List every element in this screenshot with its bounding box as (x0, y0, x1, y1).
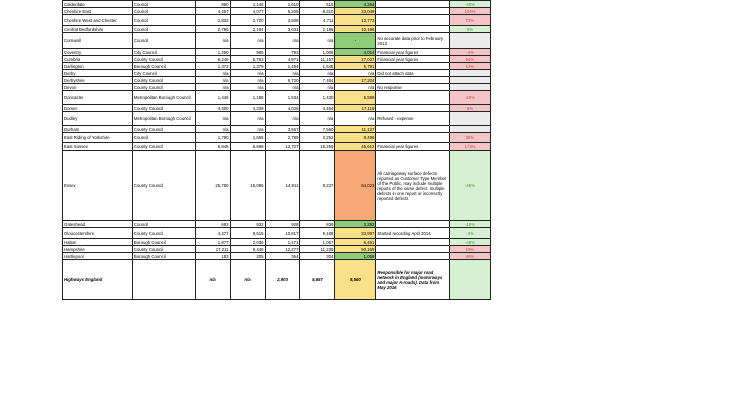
table-row (63, 8, 491, 15)
authority-cell: Essex (63, 151, 133, 221)
table-row (63, 239, 491, 246)
change-cell: 94% (449, 56, 490, 63)
authority-cell: Darlington (63, 63, 133, 70)
year4-cell: 1,067 (300, 239, 335, 246)
total-cell: 17,119 (335, 105, 376, 112)
table-row (63, 246, 491, 253)
notes-cell: Started recording April 2014 (376, 228, 450, 239)
year4-cell: 5,657 (300, 260, 335, 300)
year4-cell: 1,430 (300, 91, 335, 105)
year2-cell: 205 (230, 253, 265, 260)
year2-cell: 2,720 (230, 15, 265, 26)
year1-cell: 1,877 (195, 239, 230, 246)
year2-cell: 932 (230, 221, 265, 228)
year2-cell: 2,036 (230, 239, 265, 246)
year3-cell: 3,567 (265, 126, 300, 133)
change-cell: -20% (449, 91, 490, 105)
change-cell (449, 84, 490, 91)
table-row (63, 228, 491, 239)
authority-cell: East Sussex (63, 143, 133, 151)
authority-cell: Hampshire (63, 246, 133, 253)
year2-cell: n/a (230, 126, 265, 133)
table-row (63, 26, 491, 33)
authority-cell: Highways England (63, 260, 133, 300)
year1-cell: n/a (195, 112, 230, 126)
year2-cell: 965 (230, 49, 265, 56)
year2-cell: 9,446 (230, 246, 265, 253)
authority-cell: Dudley (63, 112, 133, 126)
year3-cell: 6,205 (265, 8, 300, 15)
authority-cell: East Riding of Yorkshire (63, 133, 133, 143)
table-row (63, 70, 491, 77)
year1-cell: n/a (195, 33, 230, 49)
year4-cell: 11,235 (300, 246, 335, 253)
year3-cell: 1,494 (265, 63, 300, 70)
table-row (63, 253, 491, 260)
notes-cell: Did not attach data (376, 70, 450, 77)
authority-cell: Calderdale (63, 1, 133, 8)
year3-cell: 928 (265, 221, 300, 228)
table-row (63, 126, 491, 133)
year2-cell: 1,379 (230, 63, 265, 70)
notes-cell (376, 126, 450, 133)
table-row (63, 1, 491, 8)
year2-cell: 8,515 (230, 228, 265, 239)
notes-cell (376, 26, 450, 33)
year4-cell: 1,545 (300, 63, 335, 70)
type-cell: Council (132, 8, 195, 15)
total-cell: 8,560 (335, 260, 376, 300)
year1-cell: 4,467 (195, 8, 230, 15)
total-cell: - (335, 33, 376, 49)
year2-cell: 2,194 (230, 26, 265, 33)
year3-cell: 1,610 (265, 1, 300, 8)
type-cell: County Council (132, 143, 195, 151)
notes-cell (376, 63, 450, 70)
type-cell: County Council (132, 56, 195, 63)
year4-cell: n/a (300, 84, 335, 91)
year1-cell: n/a (195, 77, 230, 84)
year3-cell: 10,817 (265, 228, 300, 239)
notes-cell: Financial year figures (376, 49, 450, 56)
authority-cell: Cheshire East (63, 8, 133, 15)
year3-cell: n/a (265, 112, 300, 126)
notes-cell (376, 91, 450, 105)
change-cell: -48% (449, 239, 490, 246)
change-cell: 12% (449, 63, 490, 70)
table-row (63, 56, 491, 63)
total-cell: 10,196 (335, 26, 376, 33)
table-row (63, 15, 491, 26)
year3-cell: 4,871 (265, 56, 300, 63)
year1-cell: 4,477 (195, 228, 230, 239)
year3-cell: 364 (265, 253, 300, 260)
notes-cell: No accurate data prior to February 2013 (376, 33, 450, 49)
total-cell: 3,392 (335, 221, 376, 228)
notes-cell (376, 239, 450, 246)
change-cell: 5% (449, 105, 490, 112)
type-cell (132, 260, 195, 300)
notes-cell (376, 253, 450, 260)
notes-cell: Refused - expense (376, 112, 450, 126)
notes-cell (376, 77, 450, 84)
year1-cell: 1,250 (195, 49, 230, 56)
change-cell: 46% (449, 253, 490, 260)
year3-cell: 4,026 (265, 105, 300, 112)
year2-cell: 5,763 (230, 56, 265, 63)
change-cell (449, 126, 490, 133)
year3-cell: 9,720 (265, 77, 300, 84)
year3-cell: 3,508 (265, 15, 300, 26)
total-cell: 4,014 (335, 49, 376, 56)
type-cell: County Council (132, 246, 195, 253)
table-row (63, 112, 491, 126)
year2-cell: 4,239 (230, 105, 265, 112)
authority-cell: Coventry (63, 49, 133, 56)
authority-cell: Hartlepool (63, 253, 133, 260)
year2-cell: 1,146 (230, 1, 265, 8)
year4-cell: 304 (300, 253, 335, 260)
authority-cell: Doncaster (63, 91, 133, 105)
year2-cell: 1,186 (230, 91, 265, 105)
year4-cell: 2,252 (300, 133, 335, 143)
type-cell: Council (132, 1, 195, 8)
table-row (63, 63, 491, 70)
total-cell: 23,049 (335, 8, 376, 15)
total-cell: n/a (335, 112, 376, 126)
notes-cell: Financial year figures (376, 143, 450, 151)
change-cell: -3% (449, 228, 490, 239)
total-cell: 6,451 (335, 239, 376, 246)
change-cell: 104% (449, 8, 490, 15)
type-cell: Metropolitan Borough Council (132, 91, 195, 105)
potholes-table (62, 0, 491, 300)
type-cell: Council (132, 221, 195, 228)
total-cell: 45,612 (335, 143, 376, 151)
change-cell (449, 70, 490, 77)
year4-cell: 7,560 (300, 126, 335, 133)
authority-cell: Cumbria (63, 56, 133, 63)
total-cell: 27,037 (335, 56, 376, 63)
type-cell: Metropolitan Borough Council (132, 112, 195, 126)
year4-cell: 839 (300, 221, 335, 228)
authority-cell: Derbyshire (63, 77, 133, 84)
authority-cell: Devon (63, 84, 133, 91)
year1-cell: 5,246 (195, 56, 230, 63)
year4-cell: n/a (300, 70, 335, 77)
type-cell: Borough Council (132, 253, 195, 260)
total-cell: 17,204 (335, 77, 376, 84)
authority-cell: Cornwall (63, 33, 133, 49)
year1-cell: n/a (195, 260, 230, 300)
year4-cell: 615 (300, 1, 335, 8)
year1-cell: 1,790 (195, 133, 230, 143)
type-cell: County Council (132, 105, 195, 112)
change-cell: -10% (449, 221, 490, 228)
type-cell: Council (132, 15, 195, 26)
change-cell: 73% (449, 15, 490, 26)
type-cell: Council (132, 26, 195, 33)
year3-cell: n/a (265, 70, 300, 77)
total-cell: n/a (335, 70, 376, 77)
table-row (63, 221, 491, 228)
table-row (63, 133, 491, 143)
year2-cell: 4,077 (230, 8, 265, 15)
authority-cell: Durham (63, 126, 133, 133)
year1-cell: 693 (195, 221, 230, 228)
change-cell (449, 112, 490, 126)
year4-cell: 4,454 (300, 105, 335, 112)
total-cell: 64,023 (335, 151, 376, 221)
year1-cell: 1,446 (195, 91, 230, 105)
year2-cell: n/a (230, 70, 265, 77)
year3-cell: 12,277 (265, 246, 300, 253)
year4-cell: 8,310 (300, 8, 335, 15)
table-row (63, 143, 491, 151)
year4-cell: 11,157 (300, 56, 335, 63)
change-cell: -4% (449, 49, 490, 56)
total-cell: 11,127 (335, 126, 376, 133)
year3-cell: 1,534 (265, 91, 300, 105)
change-cell: -45% (449, 151, 490, 221)
authority-cell: Gloucestershire (63, 228, 133, 239)
total-cell: 1,056 (335, 253, 376, 260)
authority-cell: Dorset (63, 105, 133, 112)
year3-cell: n/a (265, 84, 300, 91)
year4-cell: 7,484 (300, 77, 335, 84)
year4-cell: 8,237 (300, 151, 335, 221)
change-cell (449, 77, 490, 84)
year3-cell: 14,911 (265, 151, 300, 221)
notes-cell (376, 221, 450, 228)
table-body (63, 1, 491, 300)
year3-cell: 2,903 (265, 260, 300, 300)
authority-cell: Halton (63, 239, 133, 246)
notes-cell (376, 105, 450, 112)
notes-cell (376, 246, 450, 253)
authority-cell: Derby (63, 70, 133, 77)
type-cell: Council (132, 133, 195, 143)
change-cell: 35% (449, 133, 490, 143)
type-cell: County Council (132, 84, 195, 91)
notes-cell (376, 133, 450, 143)
year4-cell: 18,259 (300, 143, 335, 151)
year1-cell: 1,373 (195, 63, 230, 70)
year1-cell: 2,833 (195, 15, 230, 26)
year3-cell: 793 (265, 49, 300, 56)
total-cell: 50,169 (335, 246, 376, 253)
change-cell: 0% (449, 26, 490, 33)
table-row (63, 33, 491, 49)
table-row (63, 77, 491, 84)
table-row (63, 49, 491, 56)
notes-cell (376, 1, 450, 8)
year4-cell: 2,186 (300, 26, 335, 33)
change-cell (449, 33, 490, 49)
year3-cell: 1,471 (265, 239, 300, 246)
year3-cell: 2,789 (265, 133, 300, 143)
year2-cell: n/a (230, 112, 265, 126)
table-row (63, 151, 491, 221)
year2-cell: n/a (230, 33, 265, 49)
year3-cell: 3,031 (265, 26, 300, 33)
year4-cell: n/a (300, 112, 335, 126)
year3-cell: n/a (265, 33, 300, 49)
type-cell: County Council (132, 151, 195, 221)
total-cell: 4,264 (335, 1, 376, 8)
type-cell: County Council (132, 228, 195, 239)
year4-cell: n/a (300, 33, 335, 49)
type-cell: Borough Council (132, 63, 195, 70)
year2-cell: 1,665 (230, 133, 265, 143)
year3-cell: 13,707 (265, 143, 300, 151)
authority-cell: Gateshead (63, 221, 133, 228)
table-row (63, 105, 491, 112)
authority-cell: Cheshire West and Chester (63, 15, 133, 26)
total-cell: 5,791 (335, 63, 376, 70)
year1-cell: 2,785 (195, 26, 230, 33)
year2-cell: n/a (230, 84, 265, 91)
year2-cell: n/a (230, 260, 265, 300)
change-cell (449, 260, 490, 300)
change-cell: 173% (449, 143, 490, 151)
year1-cell: 4,400 (195, 105, 230, 112)
year1-cell: 17,211 (195, 246, 230, 253)
authority-cell: Central Bedfordshire (63, 26, 133, 33)
year2-cell: 6,698 (230, 143, 265, 151)
notes-cell: Responsible for major road network in England (motorways and major A-roads). Data from May 2016 (376, 260, 450, 300)
year1-cell: 860 (195, 1, 230, 8)
change-cell: -40% (449, 1, 490, 8)
year4-cell: 9,188 (300, 228, 335, 239)
type-cell: County Council (132, 126, 195, 133)
notes-cell: No response (376, 84, 450, 91)
year2-cell: n/a (230, 77, 265, 84)
table-row (63, 91, 491, 105)
type-cell: County Council (132, 77, 195, 84)
notes-cell: Financial year figures (376, 56, 450, 63)
type-cell: City Council (132, 70, 195, 77)
year1-cell: 183 (195, 253, 230, 260)
notes-cell (376, 8, 450, 15)
total-cell: 8,496 (335, 133, 376, 143)
year1-cell: n/a (195, 126, 230, 133)
total-cell: 33,997 (335, 228, 376, 239)
total-cell: 13,773 (335, 15, 376, 26)
year1-cell: 25,780 (195, 151, 230, 221)
table-row (63, 84, 491, 91)
year4-cell: 4,711 (300, 15, 335, 26)
total-cell: n/a (335, 84, 376, 91)
notes-cell (376, 15, 450, 26)
year4-cell: 1,006 (300, 49, 335, 56)
year1-cell: n/a (195, 70, 230, 77)
total-cell: 5,599 (335, 91, 376, 105)
type-cell: Borough Council (132, 239, 195, 246)
change-cell: 19% (449, 246, 490, 253)
notes-cell: All carriageway surface defects reported as Customer Type Member of the Public, may include multiple reports of the same defect, multiple defects in one report or incorrectly reported defects (376, 151, 450, 221)
type-cell: Council (132, 33, 195, 49)
table-row (63, 260, 491, 300)
year1-cell: n/a (195, 84, 230, 91)
year1-cell: 6,948 (195, 143, 230, 151)
type-cell: City Council (132, 49, 195, 56)
year2-cell: 15,085 (230, 151, 265, 221)
